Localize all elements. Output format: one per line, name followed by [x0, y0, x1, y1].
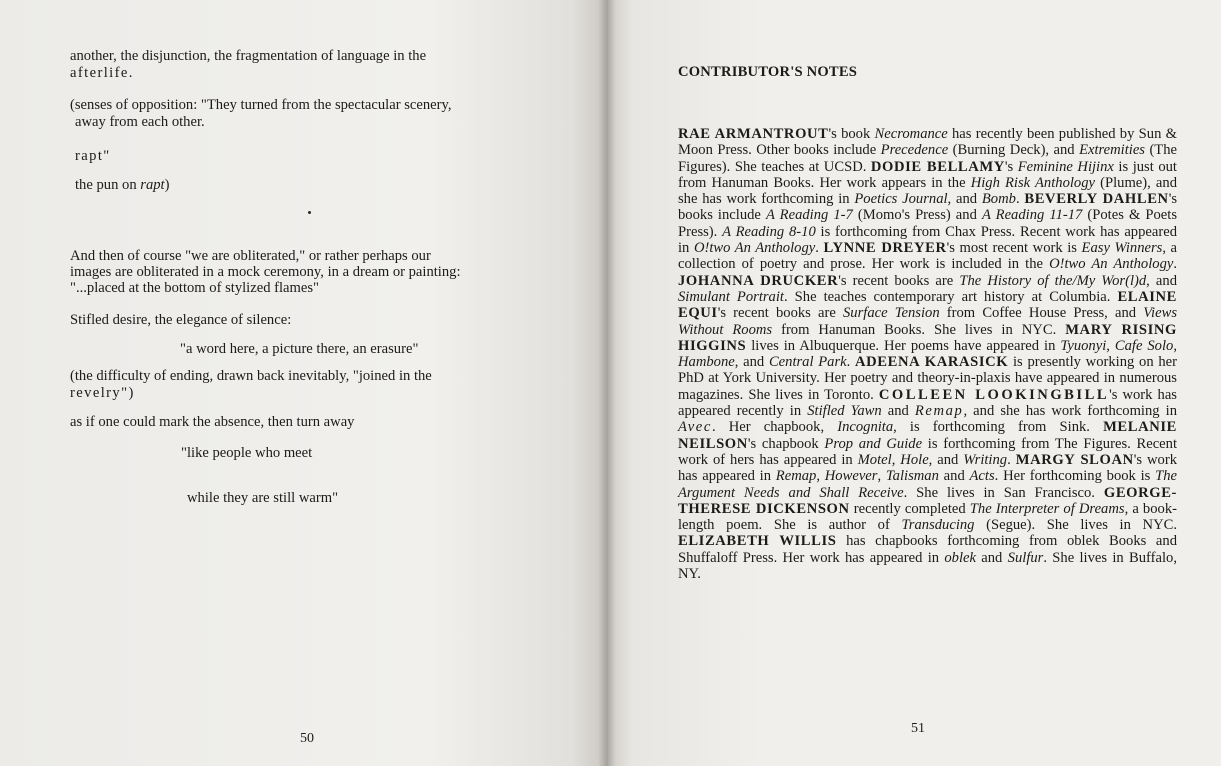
work-title: Bomb: [981, 191, 1016, 208]
text-line: away from each other.: [75, 114, 205, 130]
note-text: ,: [877, 468, 886, 485]
text-line: "...placed at the bottom of stylized flames": [70, 280, 319, 296]
contributor-name: MARY RISING HIGGINS: [678, 321, 1177, 354]
left-page: [0, 0, 608, 766]
note-text: from Coffee House Press, and: [939, 305, 1144, 322]
note-text: 's: [1004, 158, 1018, 175]
note-text: 's recent books are: [717, 305, 843, 322]
work-title: However: [824, 468, 878, 485]
note-text: .: [1007, 451, 1016, 468]
work-title: High Risk Anthology: [970, 174, 1095, 191]
contributor-name: LYNNE DREYER: [823, 240, 947, 257]
note-text: (Burning Deck), and: [948, 142, 1080, 159]
book-gutter: [598, 0, 616, 766]
work-title: O!two An Anthology: [693, 240, 816, 257]
note-text: from Hanuman Books. She lives in NYC.: [772, 321, 1066, 338]
work-title: Precedence: [880, 142, 949, 159]
text-line: Stifled desire, the elegance of silence:: [70, 312, 292, 328]
note-text: .: [1015, 191, 1025, 208]
note-text: is just out from Hanuman Books. Her work appears in the: [678, 158, 1177, 191]
note-text: . Her chapbook,: [711, 419, 838, 436]
text-line: while they are still warm": [187, 490, 339, 506]
note-text: lives in Albuquerque. Her poems have appeared in: [746, 337, 1061, 354]
note-text: 's recent books are: [838, 272, 960, 289]
work-title: Hambone: [678, 354, 735, 371]
contributor-name: ELAINE EQUI: [678, 288, 1177, 322]
text-line: rapt": [75, 148, 111, 164]
contributor-name: MELANIE NEILSON: [678, 419, 1177, 452]
note-text: 's most recent work is: [946, 240, 1082, 257]
page-number: 51: [911, 721, 925, 736]
work-title: The Argument Needs and Shall Receive: [678, 468, 1178, 501]
work-title: Avec: [678, 419, 712, 436]
ink-speck: [308, 211, 311, 214]
work-title: Extremities: [1079, 142, 1145, 159]
note-text: (The Figures). She teaches at UCSD.: [678, 142, 1177, 175]
note-text: , and she has work forthcoming in: [963, 403, 1177, 420]
work-title: oblek: [944, 549, 976, 566]
page-number: 50: [300, 731, 314, 746]
note-text: 's chapbook: [747, 435, 825, 452]
note-text: ,: [1173, 337, 1177, 354]
note-text: is presently working on her PhD at York University. Her poetry and theory-in-plaxis have appeared in numerous magazines. She lives in Toronto.: [678, 354, 1178, 403]
note-text: and: [938, 468, 970, 485]
note-text: (Segue). She lives in NYC.: [974, 517, 1177, 534]
work-title: Easy Winners: [1081, 240, 1163, 257]
note-text: , and: [734, 354, 769, 371]
note-text: recently completed: [849, 500, 970, 517]
work-title: O!two An Anthology: [1049, 256, 1174, 273]
work-title: Remap: [914, 403, 964, 420]
note-text: ,: [891, 451, 901, 468]
work-title: Stifled Yawn: [807, 403, 882, 420]
note-text: (Potes & Poets Press).: [678, 207, 1178, 240]
text-line: another, the disjunction, the fragmentation of language in the: [70, 48, 427, 64]
contributor-name: JOHANNA DRUCKER: [678, 272, 839, 289]
work-title: Views Without Rooms: [678, 305, 1177, 338]
work-title: Prop and Guide: [824, 435, 923, 452]
work-title: Simulant Portrait: [678, 288, 784, 305]
work-title: Central Park: [768, 354, 847, 371]
work-title: Necromance: [874, 126, 948, 142]
note-text: . She lives in Buffalo, NY.: [678, 549, 1177, 583]
note-text: , and: [947, 191, 982, 208]
contributor-name: BEVERLY DAHLEN: [1024, 191, 1169, 208]
work-title: Cafe Solo: [1114, 337, 1174, 354]
note-text: 's work has appeared recently in: [678, 386, 1177, 420]
contributor-name: DODIE BELLAMY: [870, 158, 1005, 175]
note-text: 's work has appeared in: [678, 451, 1178, 485]
text-line: as if one could mark the absence, then turn away: [70, 414, 355, 430]
note-text: (Plume), and she has work forthcoming in: [678, 174, 1177, 208]
work-title: Acts: [969, 468, 995, 485]
note-text: and: [975, 549, 1008, 566]
note-text: is forthcoming from Chax Press. Recent work has appeared in: [678, 223, 1177, 257]
section-heading: CONTRIBUTOR'S NOTES: [678, 64, 858, 80]
note-text: and: [881, 403, 915, 420]
note-text: (Momo's Press) and: [852, 207, 982, 224]
work-title: Transducing: [901, 517, 975, 534]
text-line: "like people who meet: [181, 445, 313, 461]
note-text: has recently been published by Sun & Moon Press. Other books include: [678, 126, 1177, 159]
text-line: (the difficulty of ending, drawn back inevitably, "joined in the: [70, 368, 432, 384]
text-line: images are obliterated in a mock ceremony, in a dream or painting:: [70, 264, 461, 280]
contributor-name: MARGY SLOAN: [1015, 451, 1134, 468]
contributor-name: RAE ARMANTROUT: [678, 126, 829, 142]
note-text: , a collection of poetry and prose. Her work is included in the: [678, 240, 1178, 273]
right-page: [608, 0, 1221, 766]
note-text: .: [846, 354, 856, 371]
text-line: And then of course "we are obliterated," or rather perhaps our: [70, 248, 431, 264]
text-line: (senses of opposition: "They turned from the spectacular scenery,: [70, 97, 452, 113]
contributor-notes: [678, 126, 1177, 582]
work-title: A Reading 11-17: [981, 207, 1083, 224]
text-line: the pun on rapt): [75, 177, 170, 193]
work-title: Feminine Hijinx: [1017, 158, 1114, 175]
note-text: 's books include: [678, 191, 1178, 224]
work-title: The History of the/My Wor(l)d: [959, 272, 1147, 289]
contributor-name: ELIZABETH WILLIS: [678, 533, 837, 550]
text-line: afterlife.: [70, 65, 134, 81]
note-text: , is forthcoming from Sink.: [893, 419, 1104, 436]
note-text: , a book-length poem. She is author of: [678, 500, 1177, 534]
work-title: Motel: [857, 451, 892, 468]
work-title: A Reading 1-7: [765, 207, 853, 224]
note-text: . Her forthcoming book is: [994, 468, 1156, 485]
note-text: , and: [1146, 272, 1178, 289]
work-title: Remap: [775, 468, 817, 485]
contributor-name: GEORGE-THERESE DICKENSON: [678, 484, 1177, 517]
work-title: Tyuonyi: [1060, 337, 1107, 354]
note-text: ,: [816, 468, 825, 485]
note-text: .: [815, 240, 824, 257]
note-text: is forthcoming from The Figures. Recent work of hers has appeared in: [678, 435, 1178, 468]
work-title: Surface Tension: [843, 305, 940, 322]
work-title: Poetics Journal: [854, 191, 948, 208]
work-title: Sulfur: [1007, 549, 1044, 566]
note-text: . She teaches contemporary art history at Columbia.: [783, 288, 1118, 305]
note-text: has chapbooks forthcoming from oblek Books and Shuffaloff Press. Her work has appeared in: [678, 533, 1177, 566]
work-title: Hole: [900, 451, 929, 468]
text-line: "a word here, a picture there, an erasure": [180, 341, 419, 357]
work-title: The Interpreter of Dreams: [969, 500, 1125, 517]
note-text: 's book: [828, 126, 875, 142]
work-title: A Reading 8-10: [722, 223, 816, 240]
work-title: Writing: [963, 451, 1008, 468]
contributor-name: ADEENA KARASICK: [855, 354, 1009, 371]
note-text: .: [1173, 256, 1178, 273]
note-text: , and: [928, 451, 964, 468]
note-text: . She lives in San Francisco.: [903, 484, 1104, 501]
work-title: Talisman: [885, 468, 939, 485]
note-text: ,: [1106, 337, 1115, 354]
contributor-name: COLLEEN LOOKINGBILL: [878, 386, 1110, 403]
text-line: revelry"): [70, 385, 135, 401]
work-title: Incognita: [837, 419, 894, 436]
